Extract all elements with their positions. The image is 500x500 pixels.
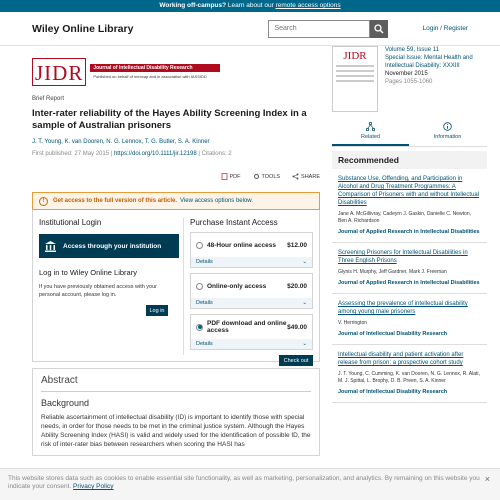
- wol-login-text: If you have previously obtained access with your personal account, please log in.: [39, 284, 158, 298]
- institution-access-button[interactable]: [39, 234, 179, 258]
- info-icon: [443, 122, 452, 131]
- list-item: [332, 169, 487, 243]
- offcampus-banner: [0, 0, 500, 12]
- background-heading: Background: [41, 398, 90, 408]
- abstract-heading: Abstract: [41, 375, 311, 392]
- recommended-title[interactable]: Intellectual disability and patient activation after release from prison: a prospective cohort study: [338, 352, 464, 366]
- option-details[interactable]: [191, 298, 312, 308]
- search-bar: [268, 20, 388, 38]
- option-label: PDF download and online access: [207, 320, 287, 334]
- abstract-section: [32, 368, 320, 456]
- issue-date: November 2015: [385, 71, 428, 77]
- journal-banner[interactable]: [32, 58, 320, 86]
- journal-name: Journal of Intellectual Disability Research: [90, 64, 220, 72]
- chevron-down-icon: ⌄: [302, 341, 307, 347]
- network-icon: [366, 122, 375, 131]
- recommended-journal: Journal of Intellectual Disability Research: [338, 331, 448, 337]
- institution-button-label: Access through your institution: [63, 242, 162, 250]
- purchase-option[interactable]: [190, 232, 313, 268]
- login-register-link[interactable]: Login / Register: [422, 25, 468, 32]
- site-header: [0, 12, 500, 46]
- access-notice-bold: Get access to the full version of this article.: [53, 198, 178, 204]
- option-price: $20.00: [287, 282, 307, 290]
- issue-pages: Pages 1055-1060: [385, 79, 433, 85]
- wiley-logo[interactable]: Wiley Online Library: [32, 22, 134, 35]
- doi-link[interactable]: https://doi.org/10.1111/jir.12198: [113, 151, 197, 157]
- search-icon: [374, 24, 384, 34]
- banner-text: Learn about our: [227, 2, 274, 9]
- checkout-button[interactable]: Check out: [279, 355, 313, 366]
- authors-text[interactable]: J. T. Young, K. van Dooren, N. G. Lennox, T. G. Butler, S. A. Kinner: [32, 139, 210, 145]
- access-notice: [32, 192, 320, 210]
- recommended-authors: J. T. Young, C. Cumming, K. van Dooren, N. G. Lennox, R. Alati, M. J. Spittal, L. Brophy, D. B. Preen, S. A. Kinner: [338, 371, 480, 384]
- radio-48h[interactable]: [196, 242, 203, 249]
- first-published-label: First published:: [32, 151, 73, 157]
- sidebar-tabs: [332, 122, 487, 147]
- recommended-title[interactable]: Screening Prisoners for Intellectual Disabilities in Three English Prisons: [338, 250, 468, 264]
- wol-login-heading: Log in to Wiley Online Library: [39, 268, 137, 277]
- search-button[interactable]: [370, 20, 388, 38]
- list-item: [332, 294, 487, 345]
- recommended-title[interactable]: Substance Use, Offending, and Participation in Alcohol and Drug Treatment Programmes: A Comparison of Prisoners with and without Intellectual Disabilities: [338, 176, 480, 206]
- close-icon[interactable]: ×: [484, 474, 490, 484]
- tab-related[interactable]: [332, 122, 409, 146]
- issue-details: [385, 46, 487, 112]
- article-title: Inter-rater reliability of the Hayes Ability Screening Index in a sample of Australian prisoners: [32, 108, 307, 131]
- article-meta: First published: 27 May 2015 | https://doi.org/10.1111/jir.12198 | Citations: 2: [32, 151, 232, 157]
- chevron-down-icon: ⌄: [302, 300, 307, 306]
- tools-button[interactable]: [253, 173, 281, 180]
- volume-link[interactable]: Volume 59, Issue 11: [385, 47, 439, 53]
- abstract-text: Reliable ascertainment of intellectual disability (ID) is important to identify those with special needs, in order for those needs to be met in the criminal justice system. Although the Hayes Ability Screening Index (HASI) is valid and widely used for the identification of possible ID, the risk of inter-rater bias between researchers when scoring the HASI has: [41, 414, 311, 448]
- access-panel: [32, 210, 320, 362]
- option-label: Online-only access: [207, 282, 267, 290]
- institutional-login-heading: Institutional Login: [39, 218, 102, 227]
- login-button[interactable]: Log in: [146, 305, 168, 316]
- details-label: Details: [196, 259, 213, 265]
- article-type: Brief Report: [32, 96, 65, 102]
- article-column: [32, 46, 320, 456]
- option-price: $12.00: [287, 241, 307, 249]
- journal-sub: Published on behalf of mencap and in association with IASSIDD: [93, 73, 207, 79]
- recommended-heading: Recommended: [332, 151, 487, 169]
- cover-abbr: JIDR: [343, 50, 367, 62]
- journal-cover[interactable]: [332, 46, 378, 112]
- details-label: Details: [196, 341, 213, 347]
- option-label: 48-Hour online access: [207, 241, 276, 249]
- author-list[interactable]: [32, 139, 320, 145]
- search-input[interactable]: [268, 20, 370, 38]
- citations-count[interactable]: Citations: 2: [201, 151, 232, 157]
- details-label: Details: [196, 300, 213, 306]
- purchase-section: [183, 218, 313, 364]
- privacy-policy-link[interactable]: Privacy Policy: [73, 483, 114, 490]
- radio-online-only[interactable]: [196, 283, 203, 290]
- pdf-icon: [221, 173, 228, 180]
- share-icon: [292, 173, 299, 180]
- cookie-text: This website stores data such as cookies to enable essential site functionality, as well as marketing, personalization, and analytics. By remaining on this website you indicate your consent.: [8, 475, 480, 490]
- gear-icon: [253, 173, 260, 180]
- option-price: $49.00: [287, 323, 307, 331]
- recommended-journal: Journal of Applied Research in Intellectual Disabilities: [338, 229, 480, 235]
- purchase-option[interactable]: [190, 273, 313, 309]
- institution-icon: [44, 240, 57, 253]
- recommended-authors: V. Herrington: [338, 320, 367, 326]
- issue-info: [332, 46, 487, 112]
- recommended-journal: Journal of Intellectual Disability Research: [338, 389, 448, 395]
- remote-access-link[interactable]: remote access options: [275, 2, 341, 9]
- chevron-down-icon: ⌄: [302, 259, 307, 265]
- pdf-label: PDF: [229, 173, 241, 180]
- tools-label: TOOLS: [261, 173, 281, 180]
- radio-pdf-online[interactable]: [196, 324, 203, 331]
- recommended-authors: Jane A. McGillivray, Cadeyrn J. Gaskin, Danielle C. Newton, Ben A. Richardson: [338, 211, 472, 224]
- share-button[interactable]: [292, 173, 320, 180]
- recommended-title[interactable]: Assessing the prevalence of intellectual disability among young male prisoners: [338, 301, 468, 315]
- purchase-heading: Purchase Instant Access: [190, 218, 278, 227]
- article-tools: [32, 173, 320, 180]
- list-item: [332, 345, 487, 403]
- recommended-authors: Glynis H. Murphy, Jeff Gardner, Mark J. Freeman: [338, 269, 447, 275]
- view-access-options-link[interactable]: View access options below.: [180, 198, 253, 204]
- cookie-banner: [0, 468, 500, 500]
- recommended-journal: Journal of Applied Research in Intellectual Disabilities: [338, 280, 480, 286]
- main-content: [0, 46, 500, 456]
- option-details[interactable]: [191, 257, 312, 267]
- special-issue-link[interactable]: Special Issue: Mental Health and Intellectual Disability: XXXIII: [385, 55, 473, 69]
- sidebar: [332, 46, 487, 456]
- pdf-button[interactable]: [221, 173, 241, 180]
- share-label: SHARE: [301, 173, 320, 180]
- warning-icon: !: [39, 197, 48, 206]
- first-published-date: 27 May 2015: [74, 151, 110, 157]
- tab-information[interactable]: [409, 122, 486, 146]
- tab-label: Related: [361, 134, 380, 140]
- tab-label: Information: [433, 134, 462, 140]
- banner-bold: Working off-campus?: [159, 2, 227, 9]
- option-details[interactable]: [191, 339, 312, 349]
- login-section: [39, 218, 179, 355]
- purchase-option[interactable]: [190, 314, 313, 350]
- journal-abbr: JIDR: [32, 58, 86, 86]
- list-item: [332, 243, 487, 294]
